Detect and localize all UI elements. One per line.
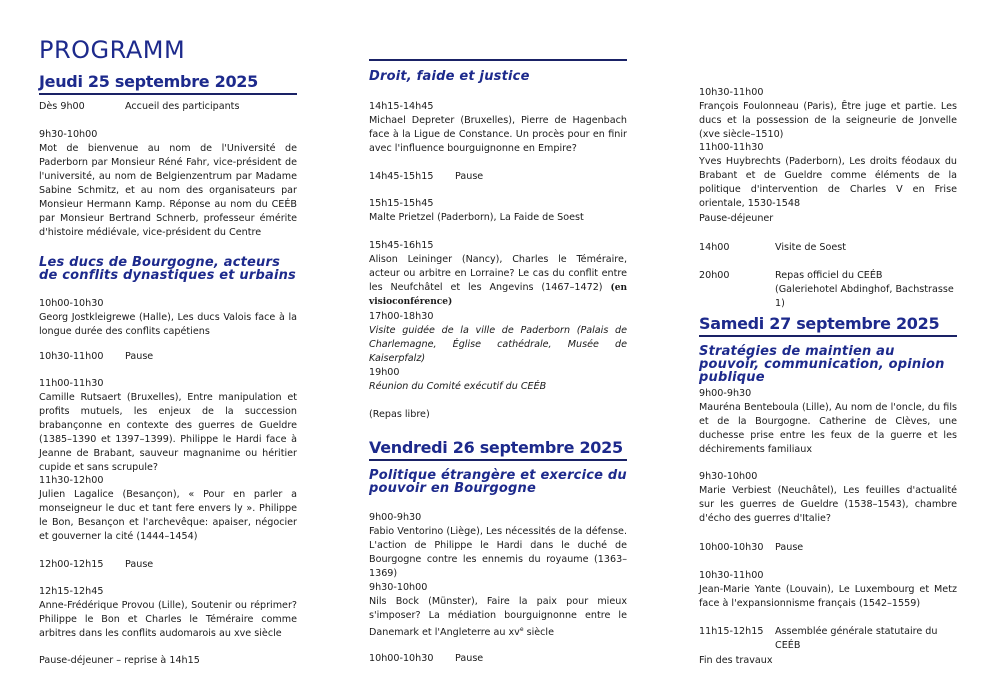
item-time: 10h00-10h30 xyxy=(699,542,764,553)
item-time: 15h45-16h15 xyxy=(369,240,434,251)
superscript: e xyxy=(519,626,524,633)
schedule-item-talk xyxy=(369,100,627,156)
schedule-item-talk xyxy=(699,470,957,526)
item-text: Pause xyxy=(125,351,154,362)
schedule-item-pause xyxy=(369,652,627,666)
schedule-item-dinner xyxy=(699,269,957,311)
item-text: Pause xyxy=(455,171,484,182)
day-heading-friday: Vendredi 26 septembre 2025 xyxy=(369,438,627,461)
schedule-item-welcome xyxy=(39,100,297,114)
item-text xyxy=(369,595,627,640)
item-time: 9h30-10h00 xyxy=(369,582,428,593)
item-text: Assemblée générale statutaire du CEÉB xyxy=(775,626,938,651)
item-text: Pause-déjeuner xyxy=(699,213,774,224)
item-time: 9h00-9h30 xyxy=(369,512,422,523)
item-text: Pause xyxy=(455,653,484,664)
schedule-item-visit xyxy=(369,310,627,366)
talk-text: Nils Bock (Münster), Faire la paix pour mieux s'imposer? La médiation bourguignonne entre le Danemark et l'Angleterre au xv xyxy=(369,596,627,639)
item-text: Visite guidée de la ville de Paderborn (Palais de Charlemagne, Église cathédrale, Musée de Kaiserpfalz) xyxy=(369,325,627,364)
item-text: Mot de bienvenue au nom de l'Université de Paderborn par Monsieur Réné Fahr, vice-président de l'université, au nom de Belgienzentrum par Madame Sabine Schmitz, et au nom des organisateurs par Monsieur Hermann Kamp. Réponse au nom du CEÉB par Monsieur Bertrand Schnerb, professeur émérite d'histoire médiévale, vice-président du Centre xyxy=(39,143,297,238)
schedule-item-lunch xyxy=(699,212,957,226)
schedule-item-talk xyxy=(369,581,627,640)
item-text: Julien Lagalice (Besançon), « Pour en parler a monseigneur le duc et tant fere envers ly ». Philippe le Bon, Besançon et l'archevêque: apaiser, négocier et gouverner la cité (1444–1454) xyxy=(39,489,297,542)
schedule-item-meeting xyxy=(369,366,627,394)
schedule-item-talk xyxy=(39,474,297,544)
session-heading-strategies: Stratégies de maintien au pouvoir, communication, opinion publique xyxy=(699,344,945,385)
schedule-item-talk xyxy=(39,585,297,641)
session-heading-conflits: Les ducs de Bourgogne, acteurs de conflits dynastiques et urbains xyxy=(39,255,296,283)
item-text: Camille Rutsaert (Bruxelles), Entre manipulation et profits mutuels, les enjeux de la succession brabançonne en contexte des guerres de Gueldre (1385–1390 et 1397–1399). Philippe le Hardi face à Jeanne de Brabant, sauveur magnanime ou héritier cupide et sans scrupule? xyxy=(39,392,297,473)
item-text: (Repas libre) xyxy=(369,409,430,420)
schedule-item-talk xyxy=(369,511,627,581)
schedule-item-talk xyxy=(699,141,957,211)
item-time: 14h15-14h45 xyxy=(369,101,434,112)
schedule-item-talk xyxy=(699,387,957,457)
item-text: Accueil des participants xyxy=(125,101,240,112)
remote-note: (en visioconférence) xyxy=(369,283,627,307)
item-time: 14h45-15h15 xyxy=(369,171,434,182)
talk-text-end: siècle xyxy=(523,627,555,639)
dinner-title: Repas officiel du CEÉB xyxy=(775,270,883,281)
schedule-item-talk xyxy=(369,239,627,309)
item-time: 20h00 xyxy=(699,270,730,281)
item-time: 12h15-12h45 xyxy=(39,586,104,597)
item-time: 10h00-10h30 xyxy=(369,653,434,664)
page-title: PROGRAMM xyxy=(39,36,186,64)
item-time: Dès 9h00 xyxy=(39,101,85,112)
schedule-item-assembly xyxy=(699,625,957,653)
dinner-location: (Galeriehotel Abdinghof, Bachstrasse 1) xyxy=(775,284,954,309)
item-time: 9h30-10h00 xyxy=(699,471,758,482)
item-text: Anne-Frédérique Provou (Lille), Soutenir ou réprimer? Philippe le Bon et Charles le Téméraire comme arbitres dans les conflits audomarois au xve siècle xyxy=(39,600,297,639)
schedule-item-pause xyxy=(369,170,627,184)
item-time: 11h00-11h30 xyxy=(699,142,764,153)
talk-text: Alison Leininger (Nancy), Charles le Téméraire, acteur ou arbitre en Lorraine? Le cas du conflit entre les Neufchâtel et les Angevins (1467–1472) xyxy=(369,254,627,293)
item-text: Michael Depreter (Bruxelles), Pierre de Hagenbach face à la Ligue de Constance. Un procès pour en finir avec l'influence bourguignonne en Empire? xyxy=(369,115,627,154)
item-text: Pause xyxy=(125,559,154,570)
item-time: 12h00-12h15 xyxy=(39,559,104,570)
schedule-item-talk xyxy=(39,297,297,339)
schedule-item-end xyxy=(699,654,957,668)
item-time: 10h30-11h00 xyxy=(39,351,104,362)
schedule-item-pause xyxy=(39,558,297,572)
item-time: 14h00 xyxy=(699,242,730,253)
item-time: 11h00-11h30 xyxy=(39,378,104,389)
schedule-item-talk xyxy=(699,569,957,611)
item-time: 10h30-11h00 xyxy=(699,570,764,581)
item-text: Fabio Ventorino (Liège), Les nécessités de la défense. L'action de Philippe le Hardi dans le duché de Bourgogne contre les ennemis du royaume (1363–1369) xyxy=(369,526,627,579)
item-time: 15h15-15h45 xyxy=(369,198,434,209)
item-text: Marie Verbiest (Neuchâtel), Les feuilles d'actualité sur les guerres de Gueldre (1538–1543), chambre d'écho des guerres d'Italie? xyxy=(699,485,957,524)
item-time: 19h00 xyxy=(369,367,400,378)
schedule-item-talk xyxy=(699,86,957,142)
schedule-item-opening xyxy=(39,128,297,240)
item-time: 10h30-11h00 xyxy=(699,87,764,98)
item-time: 11h30-12h00 xyxy=(39,475,104,486)
session-heading-droit: Droit, faide et justice xyxy=(369,69,530,84)
schedule-item-pause xyxy=(699,541,957,555)
item-time: 9h30-10h00 xyxy=(39,129,98,140)
item-text: Pause xyxy=(775,542,804,553)
schedule-item-dinner xyxy=(369,408,627,422)
schedule-item-pause xyxy=(39,350,297,364)
schedule-item-talk xyxy=(369,197,627,225)
item-text: Malte Prietzel (Paderborn), La Faide de Soest xyxy=(369,212,584,223)
day-heading-saturday: Samedi 27 septembre 2025 xyxy=(699,314,957,337)
item-time: 17h00-18h30 xyxy=(369,311,434,322)
item-text xyxy=(369,253,627,309)
item-text: Réunion du Comité exécutif du CEÉB xyxy=(369,381,547,392)
schedule-item-lunch xyxy=(39,654,297,668)
schedule-item-talk xyxy=(39,377,297,475)
item-text: François Foulonneau (Paris), Être juge et partie. Les ducs et la possession de la seigneurie de Jonvelle (xve siècle–1510) xyxy=(699,101,957,140)
schedule-item-visit xyxy=(699,241,957,255)
item-text: Yves Huybrechts (Paderborn), Les droits féodaux du Brabant et de Gueldre comme éléments de la politique d'intervention de Charles V en Frise orientale, 1530-1548 xyxy=(699,156,957,209)
item-text: Georg Jostkleigrewe (Halle), Les ducs Valois face à la longue durée des conflits capétiens xyxy=(39,312,297,337)
item-text: Mauréna Benteboula (Lille), Au nom de l'oncle, du fils et de la Bourgogne. Catherine de Clèves, une duchesse prise entre les feux de la guerre et les déchirements familiaux xyxy=(699,402,957,455)
item-time: 10h00-10h30 xyxy=(39,298,104,309)
day-heading-thursday: Jeudi 25 septembre 2025 xyxy=(39,72,297,95)
divider-rule xyxy=(369,59,627,61)
session-heading-politique: Politique étrangère et exercice du pouvoir en Bourgogne xyxy=(369,468,627,496)
item-time: 11h15-12h15 xyxy=(699,626,764,637)
item-text: Fin des travaux xyxy=(699,655,773,666)
item-time: 9h00-9h30 xyxy=(699,388,752,399)
item-text: Visite de Soest xyxy=(775,242,847,253)
item-text xyxy=(775,269,957,311)
item-text: Jean-Marie Yante (Louvain), Le Luxembourg et Metz face à l'expansionnisme français (1542–1559) xyxy=(699,584,957,609)
item-text: Pause-déjeuner – reprise à 14h15 xyxy=(39,655,200,666)
